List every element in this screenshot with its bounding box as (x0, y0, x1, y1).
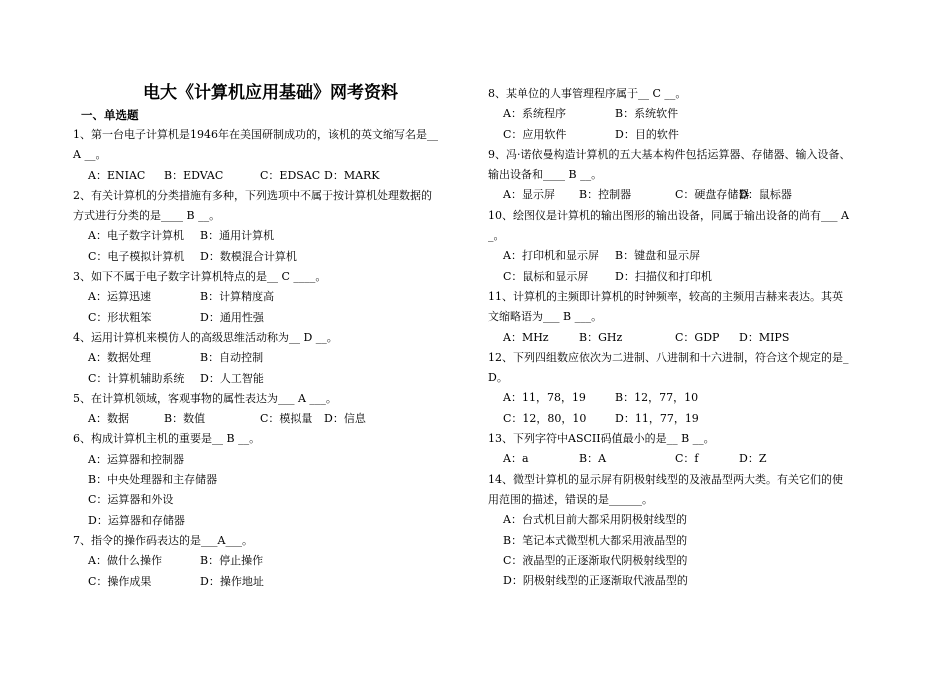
question-stem: A __。 (73, 148, 107, 162)
option-text: D：Z (739, 452, 767, 466)
option-text: B：系统软件 (615, 107, 679, 121)
question-list-left (73, 125, 468, 592)
question-stem: 9、冯·诺依曼构造计算机的五大基本构件包括运算器、存储器、输入设备、 (488, 147, 851, 161)
option-text: B：键盘和显示屏 (615, 249, 701, 263)
option-row (73, 369, 468, 389)
option-text: B：12，77，10 (615, 391, 699, 405)
option-text: B：EDVAC (164, 168, 224, 182)
question-item (73, 328, 468, 389)
option-row (488, 449, 888, 469)
option-text: B：自动控制 (200, 351, 264, 365)
option-row (73, 409, 468, 429)
option-text: D：通用性强 (200, 310, 264, 324)
left-column (73, 82, 468, 592)
option-row (488, 267, 888, 287)
option-text: B：计算精度高 (200, 290, 275, 304)
option-row (73, 247, 468, 267)
question-stem: 10、绘图仪是计算机的输出图形的输出设备，同属于输出设备的尚有___ A (488, 208, 849, 222)
option-text: B：A (579, 452, 607, 466)
option-text: A：做什么操作 (88, 554, 162, 568)
option-text: A：系统程序 (503, 107, 566, 121)
question-item (488, 429, 888, 470)
option-text: A：a (503, 452, 529, 466)
option-text: C：操作成果 (88, 574, 152, 588)
question-item (488, 206, 888, 287)
question-stem: 6、构成计算机主机的重要是__ B __。 (73, 432, 261, 446)
option-text: C：运算器和外设 (88, 493, 174, 507)
option-row (73, 308, 468, 328)
document-title: 电大《计算机应用基础》网考资料 (143, 83, 398, 103)
question-stem: 13、下列字符中ASCII码值最小的是__ B __。 (488, 432, 715, 446)
option-text: A：数据处理 (88, 351, 151, 365)
option-text: C：鼠标和显示屏 (503, 269, 589, 283)
option-text: C：液晶型的正逐渐取代阴极射线型的 (503, 553, 688, 567)
option-text: A：运算迅速 (88, 290, 151, 304)
question-item (488, 348, 888, 429)
right-column (488, 84, 888, 591)
option-text: D：鼠标器 (739, 188, 792, 202)
option-text: A：运算器和控制器 (88, 452, 184, 466)
question-item (73, 389, 468, 430)
option-text: C：12，80，10 (503, 411, 587, 425)
option-row (73, 572, 468, 592)
option-text: D：数模混合计算机 (200, 249, 297, 263)
question-item (73, 267, 468, 328)
option-text: D：11，77，19 (615, 411, 699, 425)
question-stem: 输出设备和____ B __。 (488, 168, 603, 182)
option-text: D：操作地址 (200, 574, 264, 588)
question-stem: 8、某单位的人事管理程序属于__ C __。 (488, 87, 687, 100)
question-item (73, 429, 468, 530)
question-item (488, 470, 888, 592)
option-row (488, 185, 888, 205)
option-text: C：计算机辅助系统 (88, 371, 185, 385)
question-stem: 用范围的描述，错误的是______。 (488, 492, 653, 506)
question-stem: D。 (488, 371, 508, 385)
question-stem: 1、第一台电子计算机是1946年在美国研制成功的，该机的英文缩写名是__ (73, 128, 438, 141)
option-row (488, 125, 888, 145)
question-item (488, 145, 888, 206)
option-text: A：ENIAC (88, 168, 146, 182)
option-text: B：笔记本式微型机大都采用液晶型的 (503, 533, 688, 547)
option-text: D：阴极射线型的正逐渐取代液晶型的 (503, 574, 688, 588)
option-row (488, 328, 888, 348)
option-text: A：电子数字计算机 (88, 229, 184, 243)
option-text: D：MARK (324, 168, 380, 182)
question-item (73, 125, 468, 186)
option-text: A：数据 (88, 412, 129, 426)
option-text: D：MIPS (739, 330, 790, 344)
section-heading: 一、单选题 (81, 108, 139, 122)
option-row (73, 226, 468, 246)
option-text: C：应用软件 (503, 127, 567, 141)
option-text: C：硬盘存储器 (675, 188, 750, 202)
option-text: B：中央处理器和主存储器 (88, 473, 218, 487)
option-text: C：EDSAC (260, 168, 321, 182)
option-row (488, 388, 888, 408)
option-row (488, 409, 888, 429)
question-item (73, 531, 468, 592)
option-text: B：通用计算机 (200, 229, 275, 243)
question-stem: 文缩略语为___ B ___。 (488, 310, 603, 324)
question-stem: 2、有关计算机的分类措施有多种，下列选项中不属于按计算机处理数据的 (73, 188, 432, 202)
option-text: A：打印机和显示屏 (503, 249, 599, 263)
question-stem: 14、微型计算机的显示屏有阴极射线型的及液晶型两大类。有关它们的使 (488, 472, 843, 486)
question-stem: 3、如下不属于电子数字计算机特点的是__ C ____。 (73, 270, 327, 284)
question-stem: 7、指令的操作码表达的是___A___。 (73, 533, 253, 547)
option-text: A：台式机目前大都采用阴极射线型的 (503, 513, 687, 527)
option-text: D：扫描仪和打印机 (615, 269, 712, 283)
option-text: A：显示屏 (503, 188, 555, 202)
option-text: A：MHz (503, 330, 549, 344)
question-item (73, 186, 468, 267)
option-row (488, 104, 888, 124)
option-text: D：目的软件 (615, 127, 679, 141)
option-row (488, 246, 888, 266)
option-text: C：模拟量 (260, 412, 313, 426)
option-text: D：运算器和存储器 (88, 513, 185, 527)
question-stem: 方式进行分类的是____ B __。 (73, 209, 221, 223)
question-stem: _。 (488, 229, 505, 243)
question-item (488, 287, 888, 348)
option-row (73, 166, 468, 186)
question-stem: 11、计算机的主频即计算机的时钟频率，较高的主频用吉赫来表达。其英 (488, 289, 843, 303)
option-text: C：GDP (675, 330, 720, 344)
option-text: B：控制器 (579, 188, 632, 202)
option-row (73, 551, 468, 571)
option-text: C：电子模拟计算机 (88, 249, 185, 263)
question-stem: 4、运用计算机来模仿人的高级思维活动称为__ D __。 (73, 330, 338, 344)
option-row (73, 348, 468, 368)
question-list-right (488, 84, 888, 591)
option-text: B：GHz (579, 330, 623, 344)
option-text: C：f (675, 452, 699, 466)
question-stem: 12、下列四组数应依次为二进制、八进制和十六进制，符合这个规定的是_ (488, 350, 849, 364)
option-text: A：11，78，19 (503, 391, 586, 405)
question-item (488, 84, 888, 145)
option-text: D：信息 (324, 412, 366, 426)
option-text: C：形状粗笨 (88, 310, 152, 324)
option-text: D：人工智能 (200, 371, 264, 385)
option-row (73, 287, 468, 307)
question-stem: 5、在计算机领域，客观事物的属性表达为___ A ___。 (73, 391, 337, 405)
option-text: B：停止操作 (200, 554, 264, 568)
option-text: B：数值 (164, 412, 206, 426)
